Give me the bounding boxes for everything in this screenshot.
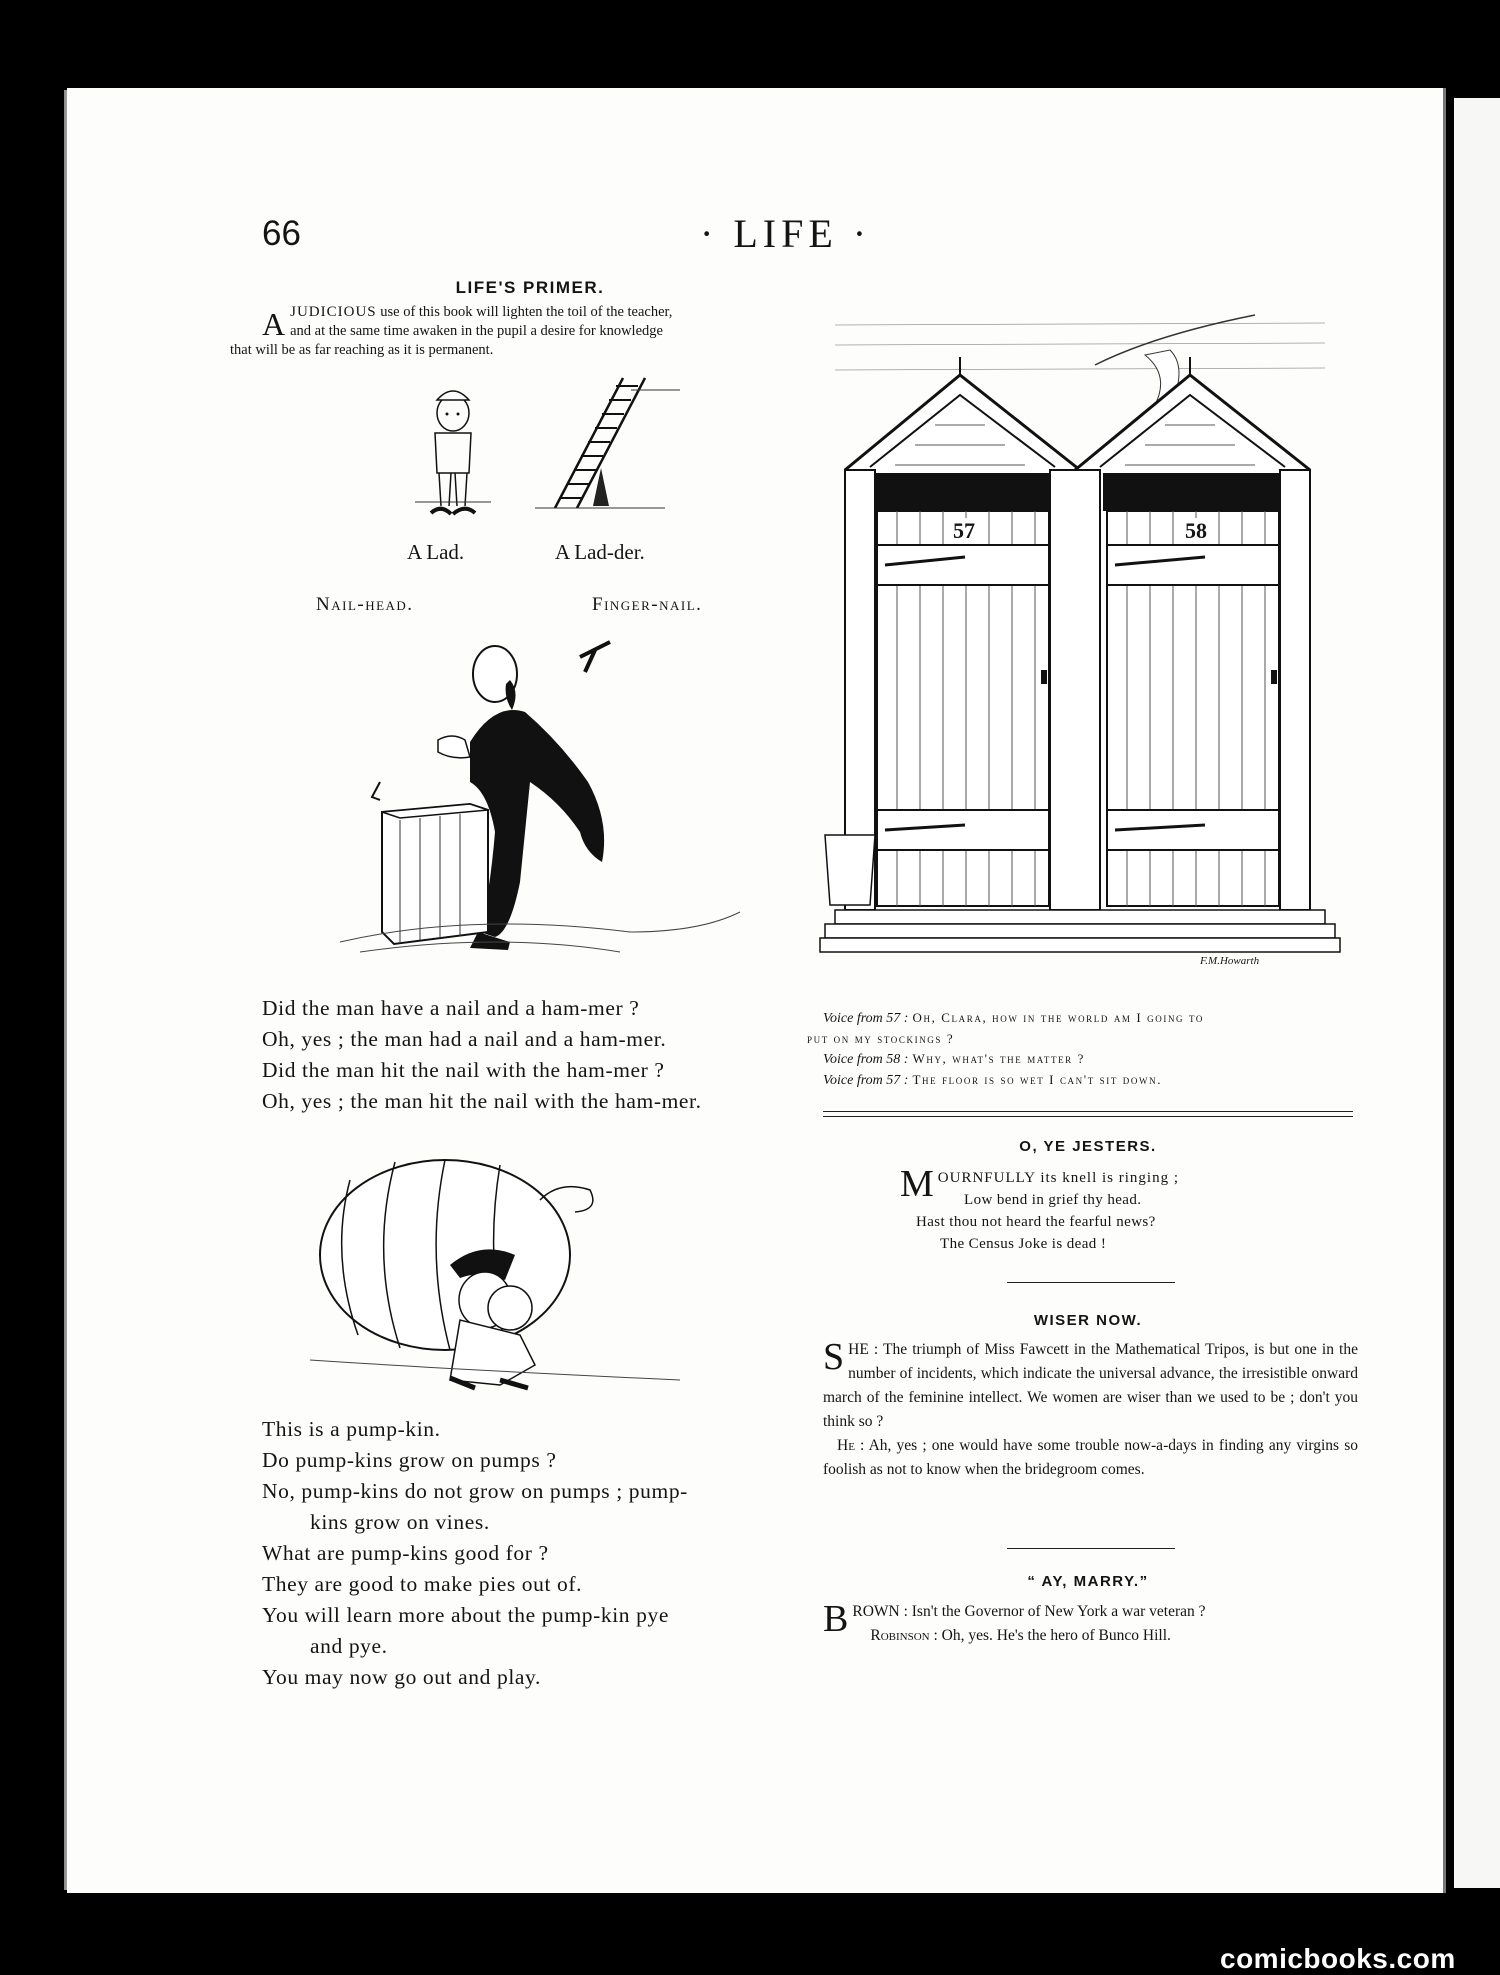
primer-title: LIFE'S PRIMER. — [455, 278, 605, 297]
jesters-title: O, YE JESTERS. — [1019, 1138, 1157, 1155]
marry-continuation: veteran ? — [1149, 1603, 1206, 1620]
voice2-label: Voice from 58 : — [823, 1052, 909, 1067]
marry-opening: ROWN : Isn't the Governor of New York a war — [852, 1603, 1146, 1620]
short-rule — [1007, 1548, 1175, 1549]
marry-dropcap: B — [823, 1598, 849, 1640]
hammer-line: Did the man have a nail and a ham-mer ? — [262, 996, 640, 1020]
pumpkin-dialogue — [262, 1414, 802, 1693]
intro-line1: use of this book will lighten the toil of the teacher, — [380, 304, 673, 320]
voice3-text: The floor is so wet I can't sit down. — [912, 1072, 1163, 1087]
pumpkin-line: You may now go out and play. — [262, 1665, 541, 1689]
marry-reply: Oh, yes. He's the hero of Bunco Hill. — [941, 1627, 1171, 1644]
wiser-reply: Ah, yes ; one would have some trouble now-a-days in finding any virgins so foolish as not to know when the bridegroom comes. — [823, 1437, 1358, 1478]
marry-title: “ AY, MARRY.” — [1027, 1573, 1149, 1590]
wiser-title: WISER NOW. — [1033, 1312, 1143, 1329]
jesters-dropcap: M — [900, 1163, 934, 1205]
hammer-line: Oh, yes ; the man hit the nail with the ham-mer. — [262, 1089, 702, 1113]
masthead: · LIFE · — [700, 211, 872, 256]
intro-opening-word: JUDICIOUS — [290, 304, 377, 320]
marry-speaker-robinson: Robinson : — [870, 1627, 938, 1644]
hammer-line: Oh, yes ; the man had a nail and a ham-mer. — [262, 1027, 667, 1051]
wiser-continuation: Tripos, is but one in the number of incidents, which indicate the universal advance, the irresistible onward march of the feminine intellect. We women are wiser than we used to be ; don't you think so ? — [823, 1341, 1358, 1430]
pumpkin-line: Do pump-kins grow on pumps ? — [262, 1448, 557, 1472]
pumpkin-line: No, pump-kins do not grow on pumps ; pump- — [262, 1479, 688, 1503]
site-watermark: comicbooks.com — [1220, 1943, 1456, 1974]
section-rule — [823, 1116, 1353, 1117]
label-nailhead: Nail-head. — [316, 594, 414, 615]
wiser-text — [823, 1338, 1358, 1482]
intro-dropcap: A — [262, 306, 286, 342]
pumpkin-line: They are good to make pies out of. — [262, 1572, 583, 1596]
poem-line: Low bend in grief thy head. — [964, 1192, 1142, 1208]
wiser-dropcap: S — [823, 1336, 845, 1378]
pumpkin-line: This is a pump-kin. — [262, 1417, 441, 1441]
voice1-text: Oh, Clara, how in the world am I going to — [912, 1010, 1205, 1025]
artist-signature: F.M.Howarth — [1200, 955, 1260, 967]
ladder-illustration — [535, 368, 685, 523]
hammer-dialogue — [262, 993, 802, 1117]
pumpkin-line: You will learn more about the pump-kin pye — [262, 1603, 669, 1627]
wiser-opening: HE : The triumph of Miss Fawcett in the Mathematical — [848, 1341, 1201, 1358]
facing-page-edge — [1454, 98, 1500, 1888]
poem-line: OURNFULLY its knell is ringing ; — [937, 1170, 1179, 1186]
poem-line: Hast thou not heard the fearful news? — [916, 1214, 1156, 1230]
page-number: 66 — [262, 214, 301, 253]
voice2-text: Why, what's the matter ? — [912, 1051, 1086, 1066]
poem-line: The Census Joke is dead ! — [940, 1236, 1107, 1252]
door-number-57: 57 — [950, 518, 978, 544]
intro-line3: that will be as far reaching as it is permanent. — [230, 342, 494, 358]
voice3-label: Voice from 57 : — [823, 1073, 909, 1088]
wiser-speaker-he: He : — [837, 1437, 865, 1454]
pumpkin-line: and pye. — [310, 1634, 388, 1658]
marry-text — [823, 1600, 1358, 1648]
voice1-continuation: put on my stockings ? — [807, 1031, 955, 1046]
short-rule — [1007, 1282, 1175, 1283]
bathhouse-caption — [807, 1008, 1358, 1091]
caption-lad: A Lad. — [407, 540, 465, 564]
intro-line2: and at the same time awaken in the pupil a desire for knowledge — [290, 323, 663, 339]
section-rule — [823, 1111, 1353, 1112]
pumpkin-line: What are pump-kins good for ? — [262, 1541, 549, 1565]
man-with-hammer-illustration — [320, 632, 770, 962]
label-fingernail: Finger-nail. — [592, 594, 703, 615]
bathhouse-illustration — [825, 295, 1345, 995]
caption-ladder: A Lad-der. — [555, 540, 645, 564]
pumpkin-line: kins grow on vines. — [310, 1510, 490, 1534]
voice1-label: Voice from 57 : — [823, 1011, 909, 1026]
jesters-poem — [900, 1163, 1320, 1255]
pumpkin-illustration — [300, 1140, 700, 1410]
hammer-line: Did the man hit the nail with the ham-mer ? — [262, 1058, 665, 1082]
primer-intro — [230, 303, 797, 360]
lad-illustration — [395, 378, 495, 528]
door-number-58: 58 — [1182, 518, 1210, 544]
